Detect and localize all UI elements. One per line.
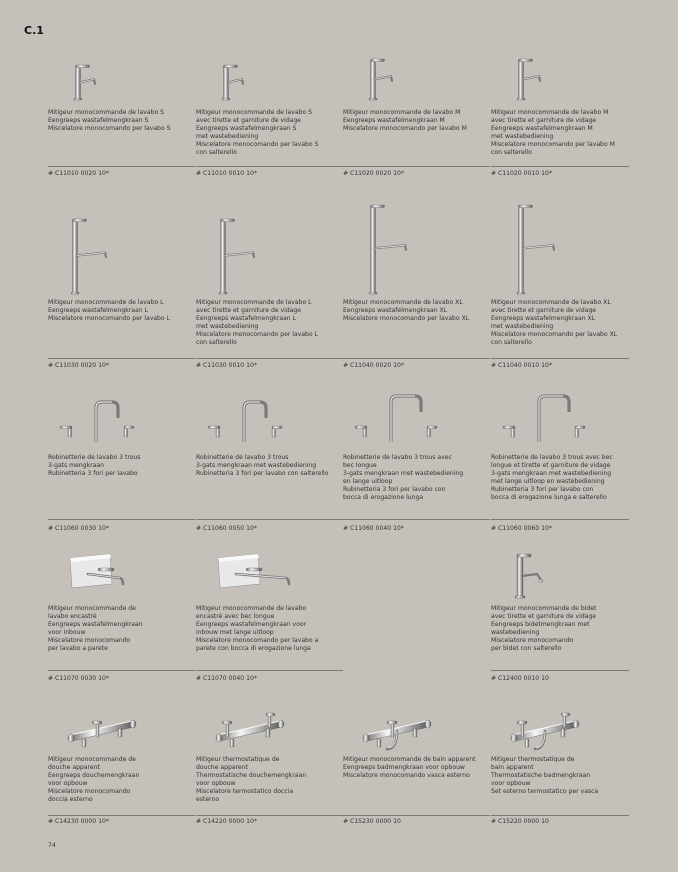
product-card[interactable] [196, 50, 331, 177]
product-description [196, 605, 336, 654]
product-description [48, 109, 188, 133]
small-mixer-image [196, 50, 331, 104]
description-line: Eengreeps wastafelmengkraan S [196, 125, 297, 133]
divider [343, 358, 490, 359]
description-line: avec tirette et garniture de vidage [491, 613, 597, 621]
description-line: Mitigeur thermostatique de [196, 756, 280, 763]
product-code: # C12400 0010 10 [491, 675, 549, 682]
product-card[interactable] [196, 550, 331, 682]
description-line: en lange uitloop [343, 478, 393, 486]
description-line: met wastebediening [196, 323, 259, 331]
description-line: voor opbouw [491, 780, 531, 788]
description-line: Robinetterie de lavabo 3 trous avec bec [491, 454, 613, 461]
three-hole-image [196, 392, 331, 448]
product-code: # C11030 0020 10* [48, 362, 109, 369]
product-card[interactable] [491, 200, 626, 369]
description-line: 3-gats mengkraan met wastebediening [343, 470, 464, 478]
product-description [196, 299, 336, 348]
divider [343, 815, 490, 816]
description-line: Mitigeur monocommande de lavabo M [491, 109, 609, 116]
product-code: # C11020 0010 10* [491, 170, 552, 177]
description-line: Rubinetteria 3 fori per lavabo [48, 470, 138, 478]
description-line: Eengreeps wastafelmengkraan L [196, 315, 296, 323]
description-line: Mitigeur monocommande de lavabo S [48, 109, 165, 116]
product-card[interactable] [491, 705, 626, 825]
description-line: Miscelatore monocomando per lavabo L [196, 331, 318, 339]
divider [491, 519, 629, 520]
description-line: Mitigeur monocommande de lavabo M [343, 109, 461, 116]
description-line: bocca di erogazione lunga [343, 494, 424, 502]
divider [196, 815, 343, 816]
description-line: Eengreeps wastafelmengkraan XL [491, 315, 596, 323]
divider [491, 815, 629, 816]
description-line: parete con bocca di erogazione lunga [196, 645, 311, 653]
description-line: voor inbouw [48, 629, 86, 637]
bidet-mixer-image [491, 550, 626, 602]
product-code: # C11030 0010 10* [196, 362, 257, 369]
product-description [48, 605, 188, 654]
product-card[interactable] [196, 200, 331, 369]
description-line: Rubinetteria 3 fori per lavabo con [491, 486, 594, 494]
description-line: douche apparent [196, 764, 248, 772]
product-description [48, 299, 188, 323]
product-description [343, 109, 483, 133]
description-line: Miscelatore monocomando [48, 788, 131, 796]
medium-mixer-image [343, 50, 478, 104]
description-line: con salterello [491, 339, 532, 347]
product-card[interactable] [196, 705, 331, 825]
description-line: bain apparent [491, 764, 534, 772]
product-code: # C11020 0020 10* [343, 170, 404, 177]
product-card[interactable] [343, 50, 478, 177]
description-line: met wastebediening [196, 133, 259, 141]
description-line: Eengreeps wastafelmengkraan M [491, 125, 593, 133]
product-description [196, 454, 336, 478]
description-line: Miscelatore monocomando [48, 637, 131, 645]
product-description [491, 605, 631, 654]
description-line: Mitigeur thermostatique de [491, 756, 575, 763]
description-line: Robinetterie de lavabo 3 trous [48, 454, 141, 461]
description-line: voor opbouw [48, 780, 88, 788]
description-line: Mitigeur monocommande de lavabo S [196, 109, 313, 116]
product-code: # C14220 0000 10* [196, 818, 257, 825]
three-hole-long-image [343, 392, 478, 448]
divider [343, 519, 490, 520]
description-line: Mitigeur monocommande de lavabo XL [491, 299, 611, 306]
description-line: 3-gats mengkraan met wastebediening [491, 470, 612, 478]
description-line: Miscelatore monocomando per lavabo S [48, 125, 171, 133]
description-line: con salterello [196, 149, 237, 157]
description-line: Thermostatische badmengkraan [491, 772, 591, 780]
bath-mixer-thermo-image [491, 705, 626, 751]
description-line: Miscelatore monocomando per lavabo M [491, 141, 615, 149]
product-description [196, 109, 336, 158]
xl-mixer-image [491, 200, 626, 296]
description-line: longue et tirette et garniture de vidage [491, 462, 611, 470]
divider [196, 670, 343, 671]
product-card[interactable] [343, 392, 478, 532]
medium-mixer-image [491, 50, 626, 104]
description-line: avec tirette et garniture de vidage [491, 117, 597, 125]
description-line: Eengreeps douchemengkraan [48, 772, 140, 780]
description-line: Miscelatore monocomando per lavabo S [196, 141, 319, 149]
product-code: # C11060 0050 10* [196, 525, 257, 532]
divider [48, 519, 195, 520]
product-description [196, 756, 336, 805]
product-description [491, 756, 631, 796]
description-line: Miscelatore monocomando per lavabo XL [491, 331, 618, 339]
divider [48, 166, 195, 167]
description-line: Thermostatische douchemengkraan [196, 772, 307, 780]
description-line: wastebediening [491, 629, 540, 637]
description-line: Mitigeur monocommande de bidet [491, 605, 597, 612]
product-code: # C11040 0020 10* [343, 362, 404, 369]
description-line: Eengreeps bidetmengkraan met [491, 621, 590, 629]
description-line: Eengreeps wastafelmengkraan M [343, 117, 445, 125]
product-description [343, 299, 483, 323]
product-card[interactable] [491, 50, 626, 177]
description-line: Rubinetteria 3 fori per lavabo con salterello [196, 470, 329, 478]
divider [196, 519, 343, 520]
divider [48, 358, 195, 359]
description-line: met lange uitloop en wastebediening [491, 478, 605, 486]
product-code: # C11060 0030 10* [48, 525, 109, 532]
description-line: Eengreeps wastafelmengkraan L [48, 307, 148, 315]
divider [196, 358, 343, 359]
shower-bar-thermo-image [196, 705, 331, 751]
three-hole-long-image [491, 392, 626, 448]
product-card[interactable] [343, 200, 478, 369]
description-line: Miscelatore monocomando per lavabo L [48, 315, 170, 323]
product-code: # C14230 0000 10* [48, 818, 109, 825]
divider [196, 166, 343, 167]
product-code: # C11060 0040 10* [343, 525, 404, 532]
description-line: Eengreeps wastafelmengkraan XL [343, 307, 448, 315]
description-line: Miscelatore monocomando [491, 637, 574, 645]
small-mixer-image [48, 50, 183, 104]
description-line: Mitigeur monocommande de [48, 605, 136, 612]
description-line: con salterello [491, 149, 532, 157]
description-line: voor opbouw [196, 780, 236, 788]
divider [48, 670, 195, 671]
description-line: Eengreeps wastafelmengkraan S [48, 117, 149, 125]
description-line: Mitigeur monocommande de lavabo [196, 605, 307, 612]
product-card[interactable] [491, 392, 626, 532]
product-description [491, 109, 631, 158]
description-line: Eengreeps wastafelmengkraan voor [196, 621, 307, 629]
description-line: 3-gats mengkraan met wastebediening [196, 462, 317, 470]
product-card[interactable] [48, 550, 183, 682]
product-code: # C11010 0020 10* [48, 170, 109, 177]
description-line: per lavabo a parete [48, 645, 108, 653]
product-code: # C15220 0000 10 [491, 818, 549, 825]
product-card[interactable] [196, 392, 331, 532]
product-card[interactable] [48, 705, 183, 825]
divider [491, 358, 629, 359]
product-code: # C11070 0040 10* [196, 675, 257, 682]
wall-mixer-image [48, 550, 183, 602]
divider [343, 166, 490, 167]
divider [491, 166, 629, 167]
description-line: Mitigeur monocommande de bain apparent [343, 756, 476, 763]
description-line: Miscelatore monocomando vasca esterno [343, 772, 470, 780]
description-line: Miscelatore monocomando per lavabo XL [343, 315, 470, 323]
product-card[interactable] [48, 50, 183, 177]
product-code: # C15230 0000 10 [343, 818, 401, 825]
product-description [491, 454, 631, 503]
description-line: avec tirette et garniture de vidage [196, 117, 302, 125]
product-card[interactable] [343, 705, 478, 825]
description-line: Mitigeur monocommande de lavabo XL [343, 299, 463, 306]
description-line: Mitigeur monocommande de lavabo L [196, 299, 312, 306]
description-line: met wastebediening [491, 323, 554, 331]
xl-mixer-image [343, 200, 478, 296]
product-code: # C11070 0030 10* [48, 675, 109, 682]
product-description [491, 299, 631, 348]
product-card[interactable] [491, 550, 626, 682]
description-line: doccia esterno [48, 796, 93, 804]
product-code: # C11040 0010 10* [491, 362, 552, 369]
divider [48, 815, 195, 816]
product-description [48, 756, 188, 805]
product-description [343, 756, 483, 780]
section-label: C.1 [24, 24, 44, 37]
description-line: Robinetterie de lavabo 3 trous avec [343, 454, 452, 461]
description-line: met wastebediening [491, 133, 554, 141]
description-line: Eengreeps wastafelmengkraan [48, 621, 143, 629]
description-line: douche apparent [48, 764, 100, 772]
shower-bar-image [48, 705, 183, 751]
description-line: encastré avec bec longue [196, 613, 275, 621]
description-line: Miscelatore termostatico doccia [196, 788, 294, 796]
wall-mixer-long-image [196, 550, 331, 602]
product-code: # C11060 0060 10* [491, 525, 552, 532]
product-description [343, 454, 483, 503]
description-line: Mitigeur monocommande de lavabo L [48, 299, 164, 306]
description-line: bocca di erogazione lunga e salterello [491, 494, 607, 502]
bath-mixer-image [343, 705, 478, 751]
description-line: bec longue [343, 462, 377, 470]
description-line: 3-gats mengkraan [48, 462, 104, 470]
description-line: Set esterno termostatico per vasca [491, 788, 599, 796]
three-hole-image [48, 392, 183, 448]
page-number: 74 [48, 842, 56, 849]
description-line: avec tirette et garniture de vidage [196, 307, 302, 315]
description-line: esterno [196, 796, 220, 804]
description-line: avec tirette et garniture de vidage [491, 307, 597, 315]
product-code: # C11010 0010 10* [196, 170, 257, 177]
divider [491, 670, 629, 671]
large-mixer-image [48, 200, 183, 296]
product-card[interactable] [48, 392, 183, 532]
product-card[interactable] [48, 200, 183, 369]
description-line: Eengreeps badmengkraan voor opbouw [343, 764, 465, 772]
large-mixer-image [196, 200, 331, 296]
description-line: Mitigeur monocommande de [48, 756, 136, 763]
description-line: per bidet con salterello [491, 645, 562, 653]
description-line: inbouw met lange uitloop [196, 629, 274, 637]
description-line: Miscelatore monocomando per lavabo M [343, 125, 467, 133]
description-line: Rubinetteria 3 fori per lavabo con [343, 486, 446, 494]
description-line: lavabo encastré [48, 613, 97, 621]
description-line: Robinetterie de lavabo 3 trous [196, 454, 289, 461]
description-line: Miscelatore monocomando per lavabo a [196, 637, 319, 645]
product-description [48, 454, 188, 478]
description-line: con salterello [196, 339, 237, 347]
